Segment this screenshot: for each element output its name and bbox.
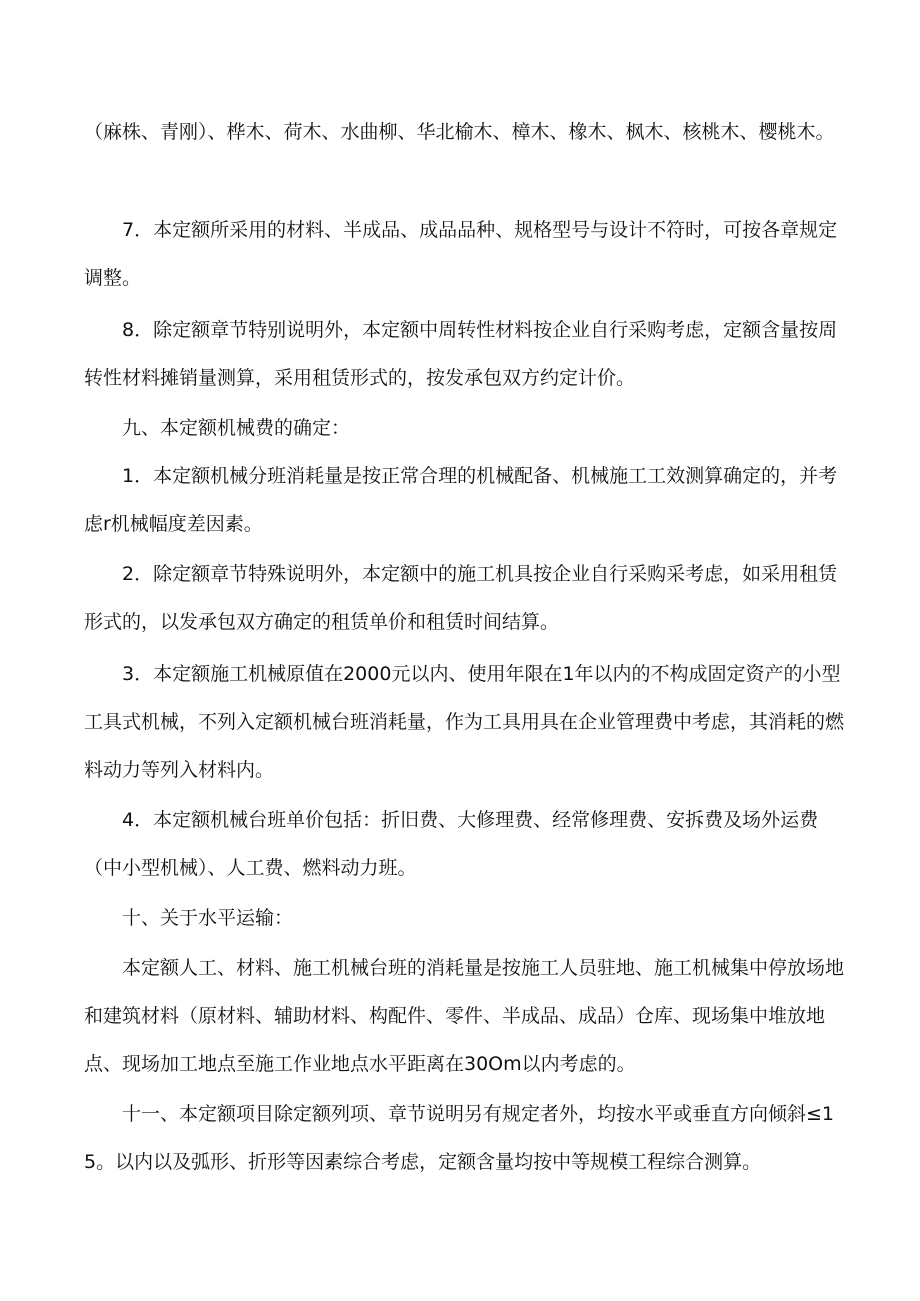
paragraph-machine-4: 4．本定额机械台班单价包括：折旧费、大修理费、经常修理费、安拆费及场外运费（中小型机械）、人工费、燃料动力班。 — [84, 809, 819, 879]
paragraph-item-7: 7．本定额所采用的材料、半成品、成品品种、规格型号与设计不符时，可按各章规定调整。 — [84, 219, 838, 289]
paragraph-transport: 本定额人工、材料、施工机械台班的消耗量是按施工人员驻地、施工机械集中停放场地和建筑材料（原材料、辅助材料、构配件、零件、半成品、成品）仓库、现场集中堆放地点、现场加工地点至施工作业地点水平距离在30Om以内考虑的。 — [84, 957, 845, 1075]
paragraph-wood-types: （麻株、青刚）、桦木、荷木、水曲柳、华北榆木、樟木、橡木、枫木、核桃木、樱桃木。 — [84, 121, 835, 143]
section-heading-11: 十一、本定额项目除定额列项、章节说明另有规定者外，均按水平或垂直方向倾斜≤15。以内以及弧形、折形等因素综合考虑，定额含量均按中等规模工程综合测算。 — [84, 1103, 835, 1173]
paragraph-machine-1: 1．本定额机械分班消耗量是按正常合理的机械配备、机械施工工效测算确定的，并考虑r机械幅度差因素。 — [84, 465, 838, 535]
section-heading-9: 九、本定额机械费的确定： — [122, 417, 351, 439]
paragraph-machine-2: 2．除定额章节特殊说明外，本定额中的施工机具按企业自行采购采考虑，如采用租赁形式的，以发承包双方确定的租赁单价和租赁时间结算。 — [84, 563, 838, 633]
paragraph-item-8: 8．除定额章节特别说明外，本定额中周转性材料按企业自行采购考虑，定额含量按周转性材料摊销量测算，采用租赁形式的，按发承包双方约定计价。 — [84, 319, 838, 389]
paragraph-machine-3: 3．本定额施工机械原值在2000元以内、使用年限在1年以内的不构成固定资产的小型工具式机械，不列入定额机械台班消耗量，作为工具用具在企业管理费中考虑，其消耗的燃料动力等列入材料内。 — [84, 663, 845, 781]
section-heading-10: 十、关于水平运输： — [122, 907, 294, 929]
